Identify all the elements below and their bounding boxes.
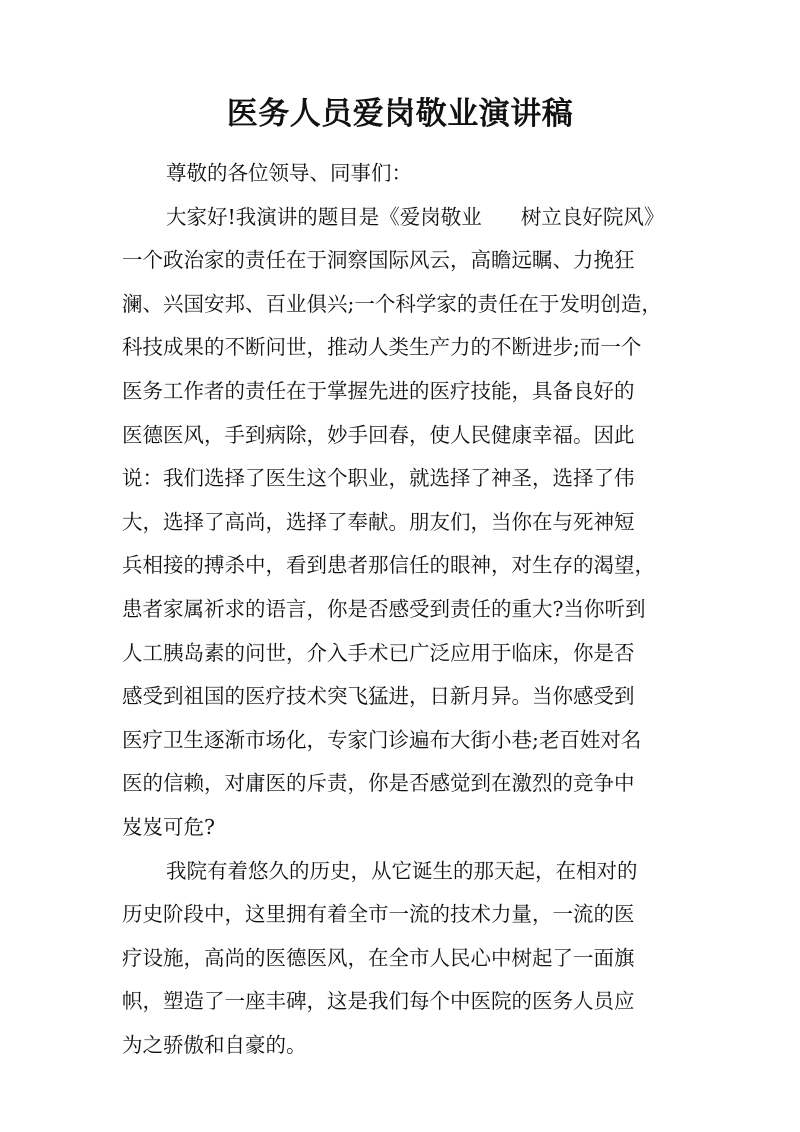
- paragraph-line: 一个政治家的责任在于洞察国际风云，高瞻远瞩、力挽狂: [122, 248, 635, 273]
- paragraph-line: 疗设施，高尚的医德医风，在全市人民心中树起了一面旗: [122, 945, 635, 970]
- paragraph-line: 为之骄傲和自豪的。: [122, 1032, 307, 1057]
- document-title: 医务人员爱岗敬业演讲稿: [226, 96, 574, 132]
- paragraph-line: 医疗卫生逐渐市场化，专家门诊遍布大街小巷;老百姓对名: [122, 727, 642, 752]
- paragraph-line: 说：我们选择了医生这个职业，就选择了神圣，选择了伟: [122, 466, 635, 491]
- paragraph-line: 我院有着悠久的历史，从它诞生的那天起，在相对的: [166, 858, 638, 883]
- paragraph-line: 患者家属祈求的语言，你是否感受到责任的重大?当你听到: [122, 596, 646, 621]
- paragraph-line: 医务工作者的责任在于掌握先进的医疗技能，具备良好的: [122, 378, 635, 403]
- paragraph-line: 大，选择了高尚，选择了奉献。朋友们，当你在与死神短: [122, 509, 635, 534]
- paragraph-line: 澜、兴国安邦、百业俱兴;一个科学家的责任在于发明创造，: [122, 291, 662, 316]
- paragraph-line: 岌岌可危?: [122, 814, 215, 839]
- paragraph-line: 历史阶段中，这里拥有着全市一流的技术力量，一流的医: [122, 902, 635, 927]
- paragraph-line: 大家好!我演讲的题目是《爱岗敬业 树立良好院风》: [166, 204, 665, 229]
- document-body: [122, 152, 682, 1067]
- salutation-line: 尊敬的各位领导、同事们：: [166, 161, 412, 185]
- paragraph-line: 兵相接的搏杀中，看到患者那信任的眼神，对生存的渴望，: [122, 553, 655, 578]
- paragraph-line: 感受到祖国的医疗技术突飞猛进，日新月异。当你感受到: [122, 684, 635, 709]
- paragraph-line: 医德医风，手到病除，妙手回春，使人民健康幸福。因此: [122, 422, 635, 447]
- paragraph-line: 帜，塑造了一座丰碑，这是我们每个中医院的医务人员应: [122, 989, 635, 1014]
- paragraph-line: 人工胰岛素的问世，介入手术已广泛应用于临床，你是否: [122, 640, 635, 665]
- paragraph-line: 医的信赖，对庸医的斥责，你是否感觉到在激烈的竞争中: [122, 771, 635, 796]
- paragraph-line: 科技成果的不断问世，推动人类生产力的不断进步;而一个: [122, 335, 642, 360]
